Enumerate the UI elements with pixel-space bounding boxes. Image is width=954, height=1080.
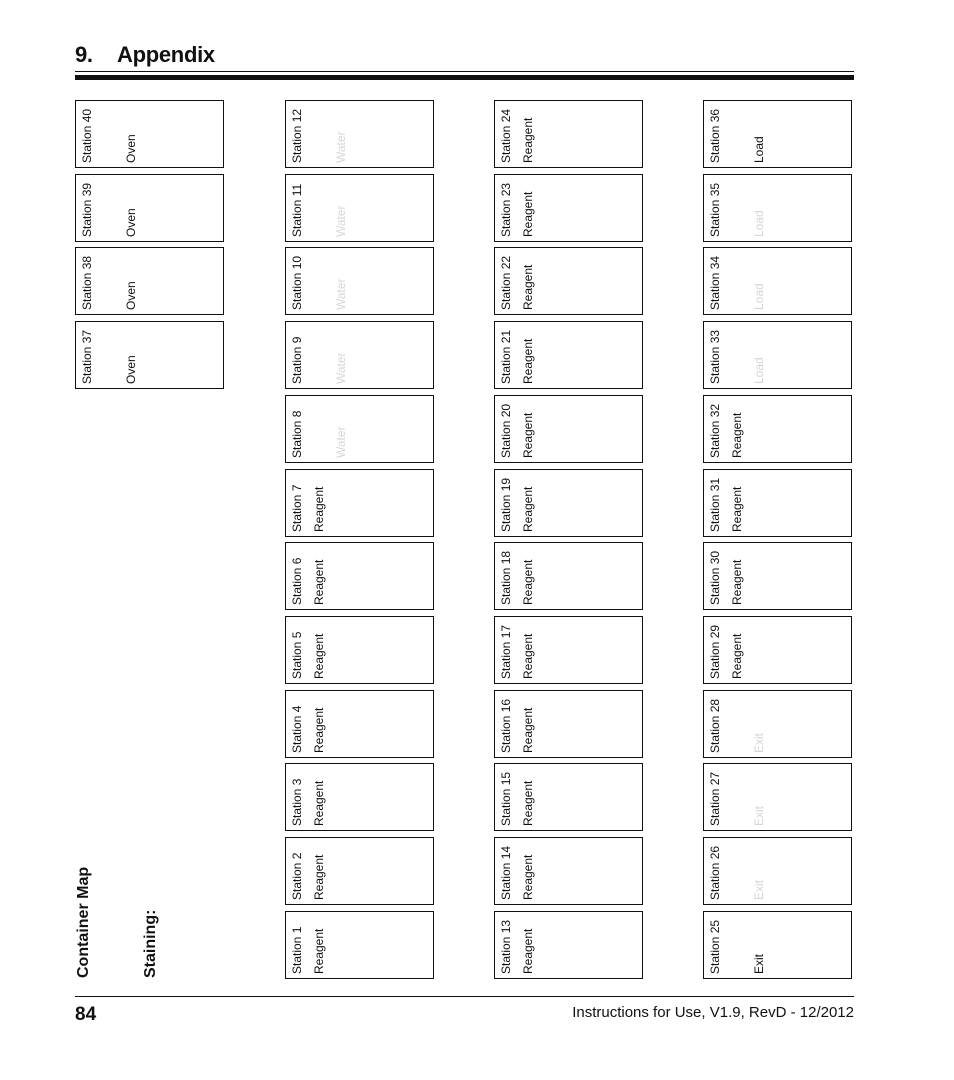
station-box xyxy=(494,690,643,758)
station-label: Station 1 xyxy=(290,926,304,974)
station-content: Water xyxy=(334,278,348,311)
station-box xyxy=(703,247,852,315)
station-box xyxy=(494,837,643,905)
station-content: Load xyxy=(752,136,766,163)
station-box xyxy=(75,321,224,389)
station-box xyxy=(285,690,434,758)
section-number: 9. xyxy=(75,42,93,67)
station-content: Water xyxy=(334,205,348,237)
station-box xyxy=(494,469,643,537)
station-label: Station 31 xyxy=(708,477,722,532)
station-box xyxy=(703,321,852,389)
station-label: Station 39 xyxy=(80,182,94,237)
station-content: Reagent xyxy=(730,412,744,458)
station-box xyxy=(703,395,852,463)
station-box xyxy=(494,911,643,979)
station-content: Reagent xyxy=(312,633,326,679)
station-label: Station 24 xyxy=(499,108,513,163)
station-content: Exit xyxy=(752,879,766,900)
container-map-title: Container Map xyxy=(75,866,92,978)
station-content: Reagent xyxy=(521,191,535,237)
station-label: Station 32 xyxy=(708,403,722,458)
station-label: Station 10 xyxy=(290,256,304,311)
station-label: Station 12 xyxy=(290,108,304,163)
header-rule-thin xyxy=(75,71,854,72)
station-content: Reagent xyxy=(312,559,326,606)
footer-rule xyxy=(75,996,854,997)
station-box xyxy=(703,469,852,537)
station-box xyxy=(285,100,434,168)
station-content: Load xyxy=(752,209,766,237)
station-label: Station 4 xyxy=(290,705,304,753)
station-box xyxy=(494,763,643,831)
station-box xyxy=(703,100,852,168)
station-label: Station 25 xyxy=(708,919,722,974)
station-box xyxy=(285,469,434,537)
station-content: Reagent xyxy=(521,707,535,753)
station-content: Reagent xyxy=(521,559,535,606)
station-box xyxy=(703,911,852,979)
station-content: Reagent xyxy=(521,486,535,532)
station-label: Station 18 xyxy=(499,551,513,606)
station-content: Reagent xyxy=(730,559,744,606)
station-box xyxy=(703,690,852,758)
station-label: Station 6 xyxy=(290,557,304,606)
station-box xyxy=(285,247,434,315)
station-label: Station 34 xyxy=(708,256,722,311)
station-box xyxy=(494,542,643,610)
station-content: Reagent xyxy=(521,780,535,827)
station-box xyxy=(494,247,643,315)
station-content: Water xyxy=(334,426,348,458)
station-label: Station 2 xyxy=(290,852,304,900)
station-box xyxy=(703,616,852,684)
station-content: Reagent xyxy=(312,486,326,532)
station-box xyxy=(75,247,224,315)
staining-subtitle: Staining: xyxy=(142,909,159,978)
station-box xyxy=(285,763,434,831)
station-label: Station 21 xyxy=(499,330,513,385)
station-box xyxy=(75,174,224,242)
station-box xyxy=(494,174,643,242)
station-label: Station 23 xyxy=(499,182,513,237)
station-box xyxy=(494,616,643,684)
station-content: Water xyxy=(334,131,348,163)
station-label: Station 22 xyxy=(499,256,513,311)
station-label: Station 15 xyxy=(499,772,513,827)
station-content: Reagent xyxy=(521,338,535,385)
station-content: Reagent xyxy=(312,928,326,974)
station-box xyxy=(285,395,434,463)
station-label: Station 11 xyxy=(290,183,304,237)
station-box xyxy=(703,174,852,242)
station-label: Station 26 xyxy=(708,845,722,900)
station-content: Exit xyxy=(752,953,766,974)
station-label: Station 17 xyxy=(499,624,513,679)
station-content: Water xyxy=(334,352,348,385)
station-content: Reagent xyxy=(312,854,326,900)
station-label: Station 35 xyxy=(708,182,722,237)
section-title: Appendix xyxy=(117,42,215,67)
station-label: Station 37 xyxy=(80,330,94,385)
page-number: 84 xyxy=(75,1004,97,1025)
station-content: Oven xyxy=(124,281,138,311)
station-label: Station 16 xyxy=(499,698,513,753)
station-box xyxy=(703,837,852,905)
station-label: Station 13 xyxy=(499,919,513,974)
station-content: Exit xyxy=(752,732,766,753)
station-box xyxy=(494,100,643,168)
station-content: Load xyxy=(752,283,766,311)
station-label: Station 28 xyxy=(708,698,722,753)
station-content: Load xyxy=(752,357,766,385)
station-box xyxy=(285,321,434,389)
station-box xyxy=(285,911,434,979)
station-content: Reagent xyxy=(521,412,535,458)
station-label: Station 8 xyxy=(290,410,304,458)
station-label: Station 30 xyxy=(708,551,722,606)
station-box xyxy=(703,542,852,610)
station-box xyxy=(285,174,434,242)
station-box xyxy=(494,321,643,389)
document-version: Instructions for Use, V1.9, RevD - 12/2012 xyxy=(572,1004,854,1021)
station-content: Oven xyxy=(124,134,138,163)
station-label: Station 38 xyxy=(80,256,94,311)
station-content: Reagent xyxy=(730,486,744,532)
station-box xyxy=(285,616,434,684)
station-box xyxy=(285,837,434,905)
station-box xyxy=(75,100,224,168)
station-content: Reagent xyxy=(312,780,326,827)
section-heading xyxy=(75,42,215,68)
station-content: Oven xyxy=(124,355,138,385)
station-content: Reagent xyxy=(521,117,535,163)
station-label: Station 9 xyxy=(290,336,304,385)
station-label: Station 5 xyxy=(290,631,304,679)
station-content: Reagent xyxy=(521,854,535,900)
station-label: Station 3 xyxy=(290,778,304,827)
station-content: Reagent xyxy=(730,633,744,679)
station-content: Exit xyxy=(752,806,766,827)
station-content: Reagent xyxy=(312,707,326,753)
station-label: Station 14 xyxy=(499,845,513,900)
station-box xyxy=(703,763,852,831)
station-content: Reagent xyxy=(521,633,535,679)
station-content: Reagent xyxy=(521,265,535,311)
station-label: Station 29 xyxy=(708,624,722,679)
station-content: Reagent xyxy=(521,928,535,974)
header-rule-thick xyxy=(75,75,854,80)
station-label: Station 40 xyxy=(80,108,94,163)
station-content: Oven xyxy=(124,208,138,237)
station-label: Station 33 xyxy=(708,330,722,385)
station-box xyxy=(285,542,434,610)
station-label: Station 7 xyxy=(290,484,304,532)
station-box xyxy=(494,395,643,463)
station-label: Station 36 xyxy=(708,108,722,163)
station-label: Station 27 xyxy=(708,772,722,827)
station-label: Station 20 xyxy=(499,403,513,458)
station-label: Station 19 xyxy=(499,477,513,532)
